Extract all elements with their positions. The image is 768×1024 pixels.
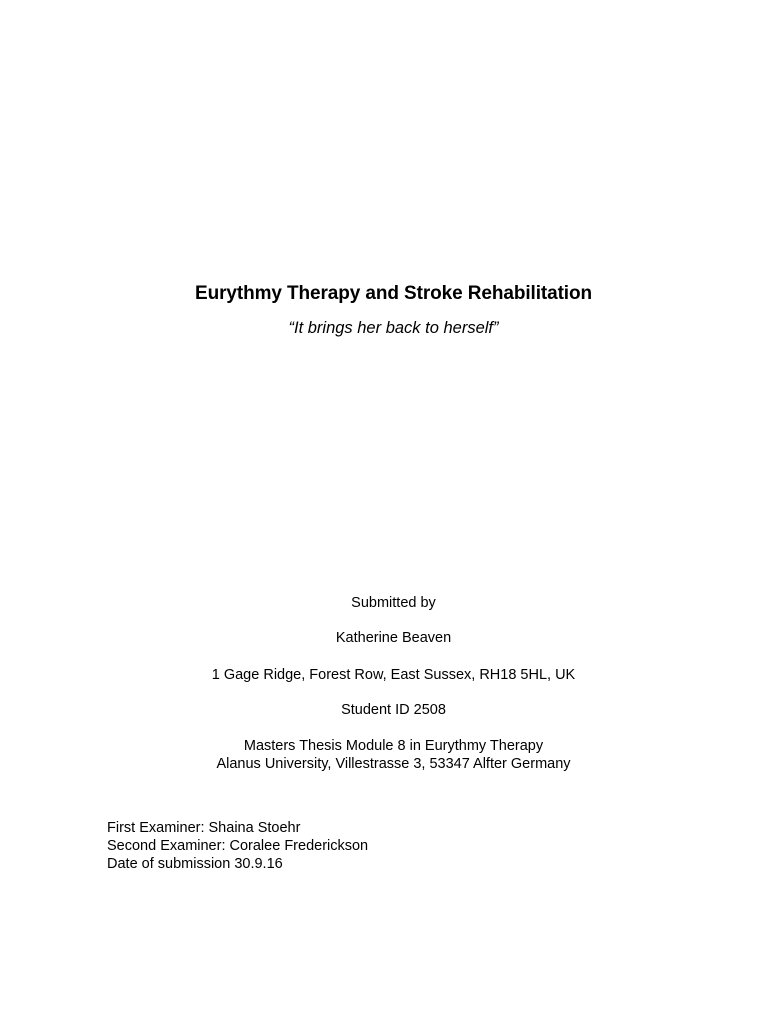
university-address: Alanus University, Villestrasse 3, 53347 Alfter Germany xyxy=(216,756,571,772)
examiner-block xyxy=(107,819,368,873)
author-name: Katherine Beaven xyxy=(335,630,452,646)
thesis-module: Masters Thesis Module 8 in Eurythmy Therapy xyxy=(243,738,544,754)
submitted-by-label: Submitted by xyxy=(351,595,436,611)
author-address: 1 Gage Ridge, Forest Row, East Sussex, RH18 5HL, UK xyxy=(211,667,576,683)
thesis-subtitle: “It brings her back to herself” xyxy=(288,319,499,337)
thesis-title: Eurythmy Therapy and Stroke Rehabilitation xyxy=(195,283,592,304)
second-examiner: Second Examiner: Coralee Frederickson xyxy=(107,838,369,854)
student-id: Student ID 2508 xyxy=(341,702,446,718)
submission-date: Date of submission 30.9.16 xyxy=(107,856,283,872)
first-examiner: First Examiner: Shaina Stoehr xyxy=(107,820,301,836)
